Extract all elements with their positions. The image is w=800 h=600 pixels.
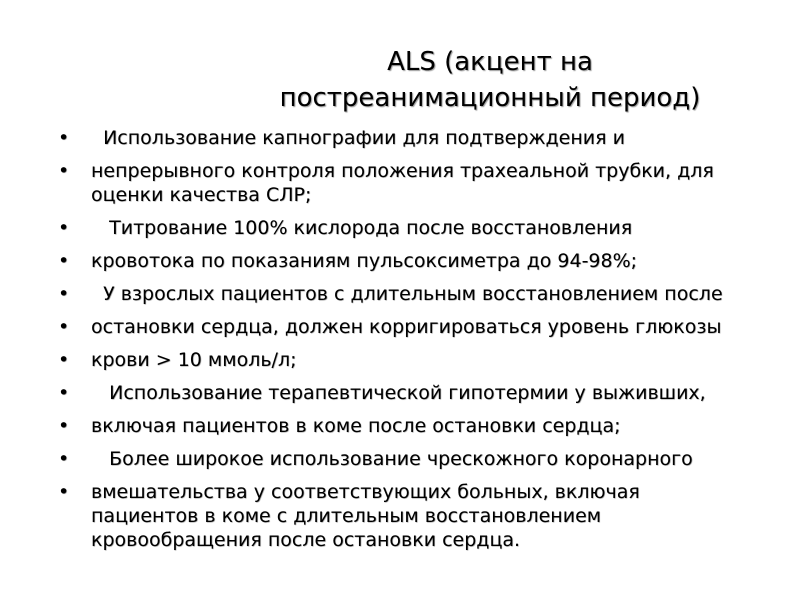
bullet-text-line <box>91 126 758 150</box>
bullet-text: Использование капнографии для подтверждения и <box>103 127 625 149</box>
bullet-icon: • <box>58 382 70 404</box>
bullet-text: непрерывного контроля положения трахеальной трубки, для <box>91 160 714 182</box>
bullet-item <box>58 414 758 438</box>
bullet-text-line <box>91 528 758 552</box>
bullet-icon: • <box>58 349 70 371</box>
bullet-text: кровотока по показаниям пульсоксиметра до 94-98%; <box>91 250 638 272</box>
bullet-list <box>58 126 758 561</box>
bullet-text-line <box>91 282 758 306</box>
bullet-icon: • <box>58 481 70 503</box>
bullet-text-line <box>91 348 758 372</box>
bullet-item <box>58 216 758 240</box>
bullet-text: Титрование 100% кислорода после восстановления <box>109 217 633 239</box>
bullet-text-line <box>91 249 758 273</box>
bullet-text-line <box>91 315 758 339</box>
bullet-text: вмешательства у соответствующих больных, включая <box>91 481 640 503</box>
bullet-text-line <box>91 504 758 528</box>
bullet-text: оценки качества СЛР; <box>91 184 312 206</box>
bullet-item <box>58 480 758 552</box>
bullet-text-line <box>91 381 758 405</box>
bullet-item <box>58 249 758 273</box>
bullet-text: Более широкое использование чрескожного коронарного <box>109 448 693 470</box>
bullet-icon: • <box>58 415 70 437</box>
bullet-text-line <box>91 447 758 471</box>
bullet-text: остановки сердца, должен корригироваться уровень глюкозы <box>91 316 722 338</box>
bullet-indent <box>91 382 109 404</box>
slide-title-line-1: ALS (акцент на <box>387 47 593 77</box>
bullet-icon: • <box>58 448 70 470</box>
bullet-icon: • <box>58 160 70 182</box>
bullet-text-line <box>91 159 758 183</box>
slide-title <box>240 44 740 116</box>
slide-title-line-2: постреанимационный период) <box>279 83 701 113</box>
bullet-text: включая пациентов в коме после остановки сердца; <box>91 415 621 437</box>
bullet-icon: • <box>58 127 70 149</box>
bullet-item <box>58 381 758 405</box>
bullet-indent <box>91 283 103 305</box>
bullet-text: крови > 10 ммоль/л; <box>91 349 297 371</box>
bullet-icon: • <box>58 283 70 305</box>
bullet-indent <box>91 448 109 470</box>
bullet-item <box>58 282 758 306</box>
bullet-item <box>58 315 758 339</box>
bullet-text: Использование терапевтической гипотермии у выживших, <box>109 382 706 404</box>
bullet-indent <box>91 217 109 239</box>
bullet-text-line <box>91 183 758 207</box>
bullet-text: У взрослых пациентов с длительным восстановлением после <box>103 283 723 305</box>
bullet-item <box>58 159 758 207</box>
bullet-text: кровообращения после остановки сердца. <box>91 529 521 551</box>
bullet-icon: • <box>58 250 70 272</box>
bullet-text: пациентов в коме с длительным восстановлением <box>91 505 602 527</box>
bullet-text-line <box>91 480 758 504</box>
bullet-text-line <box>91 216 758 240</box>
bullet-icon: • <box>58 316 70 338</box>
bullet-icon: • <box>58 217 70 239</box>
bullet-item <box>58 348 758 372</box>
bullet-item <box>58 447 758 471</box>
bullet-item <box>58 126 758 150</box>
bullet-text-line <box>91 414 758 438</box>
bullet-indent <box>91 127 103 149</box>
